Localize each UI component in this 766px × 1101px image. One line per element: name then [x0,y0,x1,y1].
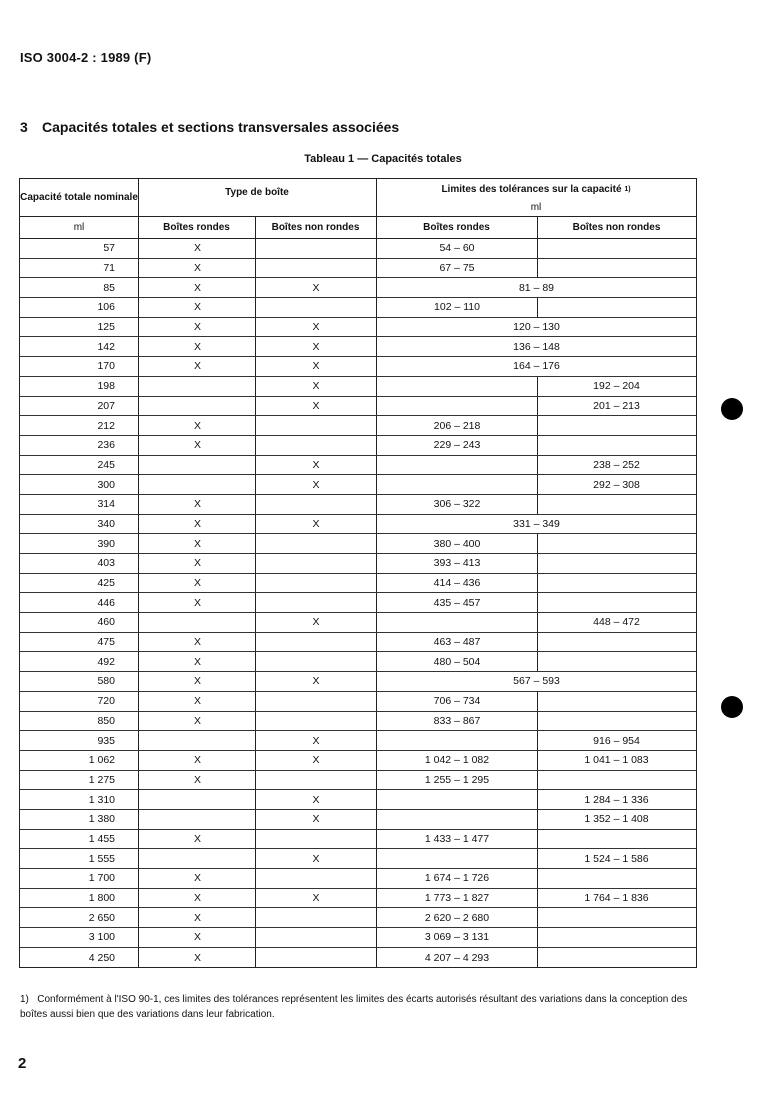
table-row [20,849,696,869]
cell-tolerance-non-round [537,830,696,849]
cell-round-mark: X [193,321,201,334]
cell-round-mark: X [193,911,201,924]
table-row [20,574,696,594]
cell-round-mark: X [193,872,201,885]
cell-tolerance-round: 229 – 243 [433,439,481,452]
cell-non-round-mark: X [312,399,320,412]
header-tol-non-round: Boîtes non rondes [572,221,661,233]
cell-capacity: 125 [97,321,115,334]
cell-tolerance-non-round [537,298,696,317]
cell-round-mark: X [193,773,201,786]
cell-tolerance-non-round [537,771,696,790]
cell-tolerance-round [377,456,537,475]
cell-non-round-mark [255,928,377,947]
cell-round-mark [140,731,255,750]
header-tolerance [376,181,696,197]
cell-tolerance-round: 1 773 – 1 827 [424,892,490,905]
capacity-table [19,178,697,968]
cell-non-round-mark [255,908,377,927]
cell-capacity: 446 [97,596,115,609]
cell-non-round-mark [255,712,377,731]
cell-non-round-mark [255,534,377,553]
cell-non-round-mark: X [312,793,320,806]
cell-round-mark: X [193,951,201,964]
cell-tolerance-round: 206 – 218 [433,419,481,432]
cell-capacity: 1 700 [88,872,115,885]
cell-tolerance-non-round: 238 – 252 [593,458,640,471]
cell-round-mark: X [193,281,201,294]
table-row [20,416,696,436]
cell-capacity: 142 [97,340,115,353]
cell-non-round-mark: X [312,754,320,767]
cell-tolerance-round: 480 – 504 [433,655,481,668]
table-row [20,692,696,712]
cell-tolerance-non-round [537,416,696,435]
cell-tolerance-non-round [537,869,696,888]
cell-tolerance-non-round: 1 352 – 1 408 [584,813,649,826]
cell-capacity: 1 380 [88,813,115,826]
cell-non-round-mark: X [312,321,320,334]
cell-tolerance-non-round: 1 764 – 1 836 [584,892,649,905]
cell-tolerance-non-round [537,652,696,671]
cell-tolerance-round: 2 620 – 2 680 [424,911,490,924]
cell-round-mark [140,810,255,829]
table-row [20,495,696,515]
cell-tolerance-common: 136 – 148 [513,340,560,353]
table-row [20,298,696,318]
cell-capacity: 2 650 [88,911,115,924]
cell-tolerance-round: 706 – 734 [433,695,481,708]
table-row [20,889,696,909]
cell-capacity: 106 [97,301,115,314]
cell-round-mark: X [193,832,201,845]
cell-capacity: 475 [97,636,115,649]
cell-capacity: 3 100 [88,931,115,944]
cell-non-round-mark [255,771,377,790]
header-round: Boîtes rondes [163,221,230,233]
table-row [20,515,696,535]
cell-capacity: 245 [97,458,115,471]
cell-tolerance-round [377,397,537,416]
cell-capacity: 71 [103,262,115,275]
cell-capacity: 1 800 [88,892,115,905]
table-row [20,456,696,476]
table-row [20,593,696,613]
cell-capacity: 300 [97,478,115,491]
table-row [20,377,696,397]
cell-tolerance-common: 81 – 89 [518,281,555,294]
cell-capacity: 720 [97,695,115,708]
table-row [20,869,696,889]
cell-round-mark: X [193,262,201,275]
cell-non-round-mark: X [312,813,320,826]
cell-round-mark: X [193,931,201,944]
cell-round-mark: X [193,498,201,511]
cell-capacity: 314 [97,498,115,511]
table-row [20,436,696,456]
cell-capacity: 340 [97,517,115,530]
cell-capacity: 403 [97,557,115,570]
cell-tolerance-non-round [537,495,696,514]
cell-non-round-mark [255,869,377,888]
table-row [20,672,696,692]
punch-hole [721,696,743,718]
cell-capacity: 1 310 [88,793,115,806]
cell-capacity: 850 [97,714,115,727]
cell-tolerance-round [377,475,537,494]
cell-tolerance-non-round [537,712,696,731]
cell-tolerance-round [377,790,537,809]
footnote-mark: 1) [20,994,29,1005]
cell-round-mark: X [193,557,201,570]
cell-round-mark: X [193,360,201,373]
cell-tolerance-round: 102 – 110 [434,301,480,314]
cell-tolerance-round: 4 207 – 4 293 [424,951,490,964]
cell-tolerance-round: 306 – 322 [433,498,481,511]
footnote-reference-mark: 1) [624,185,631,193]
cell-tolerance-non-round [537,574,696,593]
cell-tolerance-non-round: 1 284 – 1 336 [584,793,649,806]
cell-tolerance-round [377,731,537,750]
document-id: ISO 3004-2 : 1989 (F) [20,50,152,65]
table-body [20,239,696,967]
cell-non-round-mark: X [312,458,320,471]
table-row [20,239,696,259]
cell-tolerance-round: 54 – 60 [439,242,475,255]
cell-non-round-mark [255,948,377,968]
cell-capacity: 1 555 [88,852,115,865]
cell-non-round-mark [255,298,377,317]
cell-tolerance-non-round [537,692,696,711]
header-capacity: Capacité totale nominale [20,191,138,203]
cell-non-round-mark: X [312,892,320,905]
table-row [20,475,696,495]
cell-non-round-mark [255,692,377,711]
cell-tolerance-non-round: 192 – 204 [593,380,640,393]
cell-non-round-mark [255,436,377,455]
cell-capacity: 935 [97,734,115,747]
cell-capacity: 580 [97,675,115,688]
section-title: Capacités totales et sections transversales associées [42,119,400,135]
cell-round-mark [140,456,255,475]
cell-tolerance-round: 435 – 457 [433,596,481,609]
cell-round-mark: X [193,419,201,432]
cell-capacity: 198 [97,380,115,393]
cell-non-round-mark [255,416,377,435]
cell-tolerance-non-round [537,554,696,573]
table-row [20,397,696,417]
cell-tolerance-non-round: 448 – 472 [593,616,640,629]
table-row [20,928,696,948]
cell-tolerance-non-round: 1 041 – 1 083 [584,754,649,767]
table-row [20,357,696,377]
cell-non-round-mark: X [312,340,320,353]
header-tol-round: Boîtes rondes [423,221,490,233]
cell-round-mark: X [193,675,201,688]
cell-non-round-mark: X [312,616,320,629]
cell-tolerance-non-round: 916 – 954 [593,734,640,747]
cell-capacity: 57 [103,242,115,255]
cell-tolerance-non-round: 201 – 213 [593,399,640,412]
cell-round-mark: X [193,596,201,609]
cell-non-round-mark [255,239,377,258]
table-row [20,554,696,574]
cell-non-round-mark: X [312,852,320,865]
punch-hole [721,398,743,420]
table-row [20,652,696,672]
cell-tolerance-round [377,377,537,396]
cell-tolerance-non-round: 292 – 308 [593,478,640,491]
cell-non-round-mark [255,652,377,671]
cell-tolerance-round: 1 433 – 1 477 [424,832,490,845]
cell-tolerance-round: 393 – 413 [433,557,481,570]
cell-round-mark: X [193,695,201,708]
cell-tolerance-round: 380 – 400 [433,537,481,550]
table-row [20,278,696,298]
table-row [20,751,696,771]
cell-tolerance-round: 1 255 – 1 295 [424,773,490,786]
cell-tolerance-common: 331 – 349 [513,517,560,530]
cell-non-round-mark: X [312,360,320,373]
cell-tolerance-non-round [537,436,696,455]
cell-capacity: 207 [97,399,115,412]
cell-non-round-mark: X [312,478,320,491]
cell-capacity: 212 [97,419,115,432]
cell-tolerance-non-round: 1 524 – 1 586 [584,852,649,865]
header-type: Type de boîte [225,186,289,198]
section-heading [20,119,399,135]
cell-round-mark: X [193,754,201,767]
cell-non-round-mark: X [312,675,320,688]
cell-capacity: 4 250 [88,951,115,964]
section-number: 3 [20,119,28,135]
cell-tolerance-round [377,613,537,632]
cell-capacity: 1 455 [88,832,115,845]
cell-round-mark: X [193,301,201,314]
cell-round-mark [140,849,255,868]
cell-round-mark [140,377,255,396]
cell-capacity: 1 275 [88,773,115,786]
table-row [20,259,696,279]
page-number: 2 [18,1055,27,1072]
table-row [20,712,696,732]
cell-non-round-mark [255,259,377,278]
table-row [20,771,696,791]
cell-round-mark: X [193,892,201,905]
header-tolerance-label: Limites des tolérances sur la capacité [441,183,622,195]
cell-tolerance-non-round [537,928,696,947]
footnote [20,992,700,1022]
cell-round-mark: X [193,537,201,550]
cell-round-mark: X [193,439,201,452]
table-row [20,790,696,810]
cell-round-mark: X [193,242,201,255]
cell-round-mark: X [193,517,201,530]
cell-round-mark: X [193,714,201,727]
cell-capacity: 85 [103,281,115,294]
cell-non-round-mark [255,633,377,652]
cell-non-round-mark [255,554,377,573]
cell-round-mark: X [193,636,201,649]
cell-non-round-mark: X [312,281,320,294]
table-row [20,337,696,357]
table-row [20,948,696,968]
cell-tolerance-common: 567 – 593 [513,675,560,688]
table-caption: Tableau 1 — Capacités totales [304,153,462,165]
cell-tolerance-non-round [537,948,696,968]
cell-tolerance-round: 833 – 867 [433,714,481,727]
table-row [20,908,696,928]
cell-capacity: 170 [97,360,115,373]
cell-round-mark [140,397,255,416]
cell-capacity: 236 [97,439,115,452]
cell-tolerance-non-round [537,593,696,612]
table-row [20,613,696,633]
cell-non-round-mark [255,495,377,514]
cell-capacity: 390 [97,537,115,550]
cell-capacity: 1 062 [88,754,115,767]
table-row [20,318,696,338]
cell-tolerance-common: 120 – 130 [513,321,560,334]
table-row [20,731,696,751]
cell-tolerance-non-round [537,259,696,278]
cell-non-round-mark [255,574,377,593]
cell-tolerance-non-round [537,633,696,652]
cell-round-mark: X [193,340,201,353]
cell-round-mark [140,790,255,809]
cell-tolerance-round: 414 – 436 [433,577,481,590]
cell-tolerance-common: 164 – 176 [513,360,560,373]
cell-tolerance-non-round [537,239,696,258]
header-capacity-unit: ml [73,221,85,233]
cell-tolerance-round: 67 – 75 [439,262,475,275]
cell-tolerance-round [377,849,537,868]
cell-tolerance-non-round [537,534,696,553]
table-row [20,810,696,830]
cell-tolerance-round: 3 069 – 3 131 [424,931,490,944]
table-row [20,534,696,554]
cell-capacity: 492 [97,655,115,668]
cell-round-mark: X [193,577,201,590]
cell-non-round-mark: X [312,517,320,530]
cell-tolerance-round: 1 042 – 1 082 [424,754,490,767]
header-non-round: Boîtes non rondes [271,221,360,233]
cell-round-mark: X [193,655,201,668]
footnote-text: Conformément à l'ISO 90-1, ces limites des tolérances représentent les limites des écarts autorisés résultant des variations dans la conception des boîtes aussi bien que des variations dans leur fabrication. [20,994,688,1020]
header-tolerance-unit: ml [530,201,542,213]
cell-capacity: 460 [97,616,115,629]
cell-tolerance-round [377,810,537,829]
cell-non-round-mark [255,830,377,849]
table-row [20,633,696,653]
table-row [20,830,696,850]
table-header [20,179,696,239]
cell-round-mark [140,475,255,494]
cell-non-round-mark: X [312,734,320,747]
cell-tolerance-round: 1 674 – 1 726 [424,872,490,885]
cell-round-mark [140,613,255,632]
cell-tolerance-round: 463 – 487 [433,636,481,649]
cell-capacity: 425 [97,577,115,590]
cell-non-round-mark: X [312,380,320,393]
cell-tolerance-non-round [537,908,696,927]
cell-non-round-mark [255,593,377,612]
